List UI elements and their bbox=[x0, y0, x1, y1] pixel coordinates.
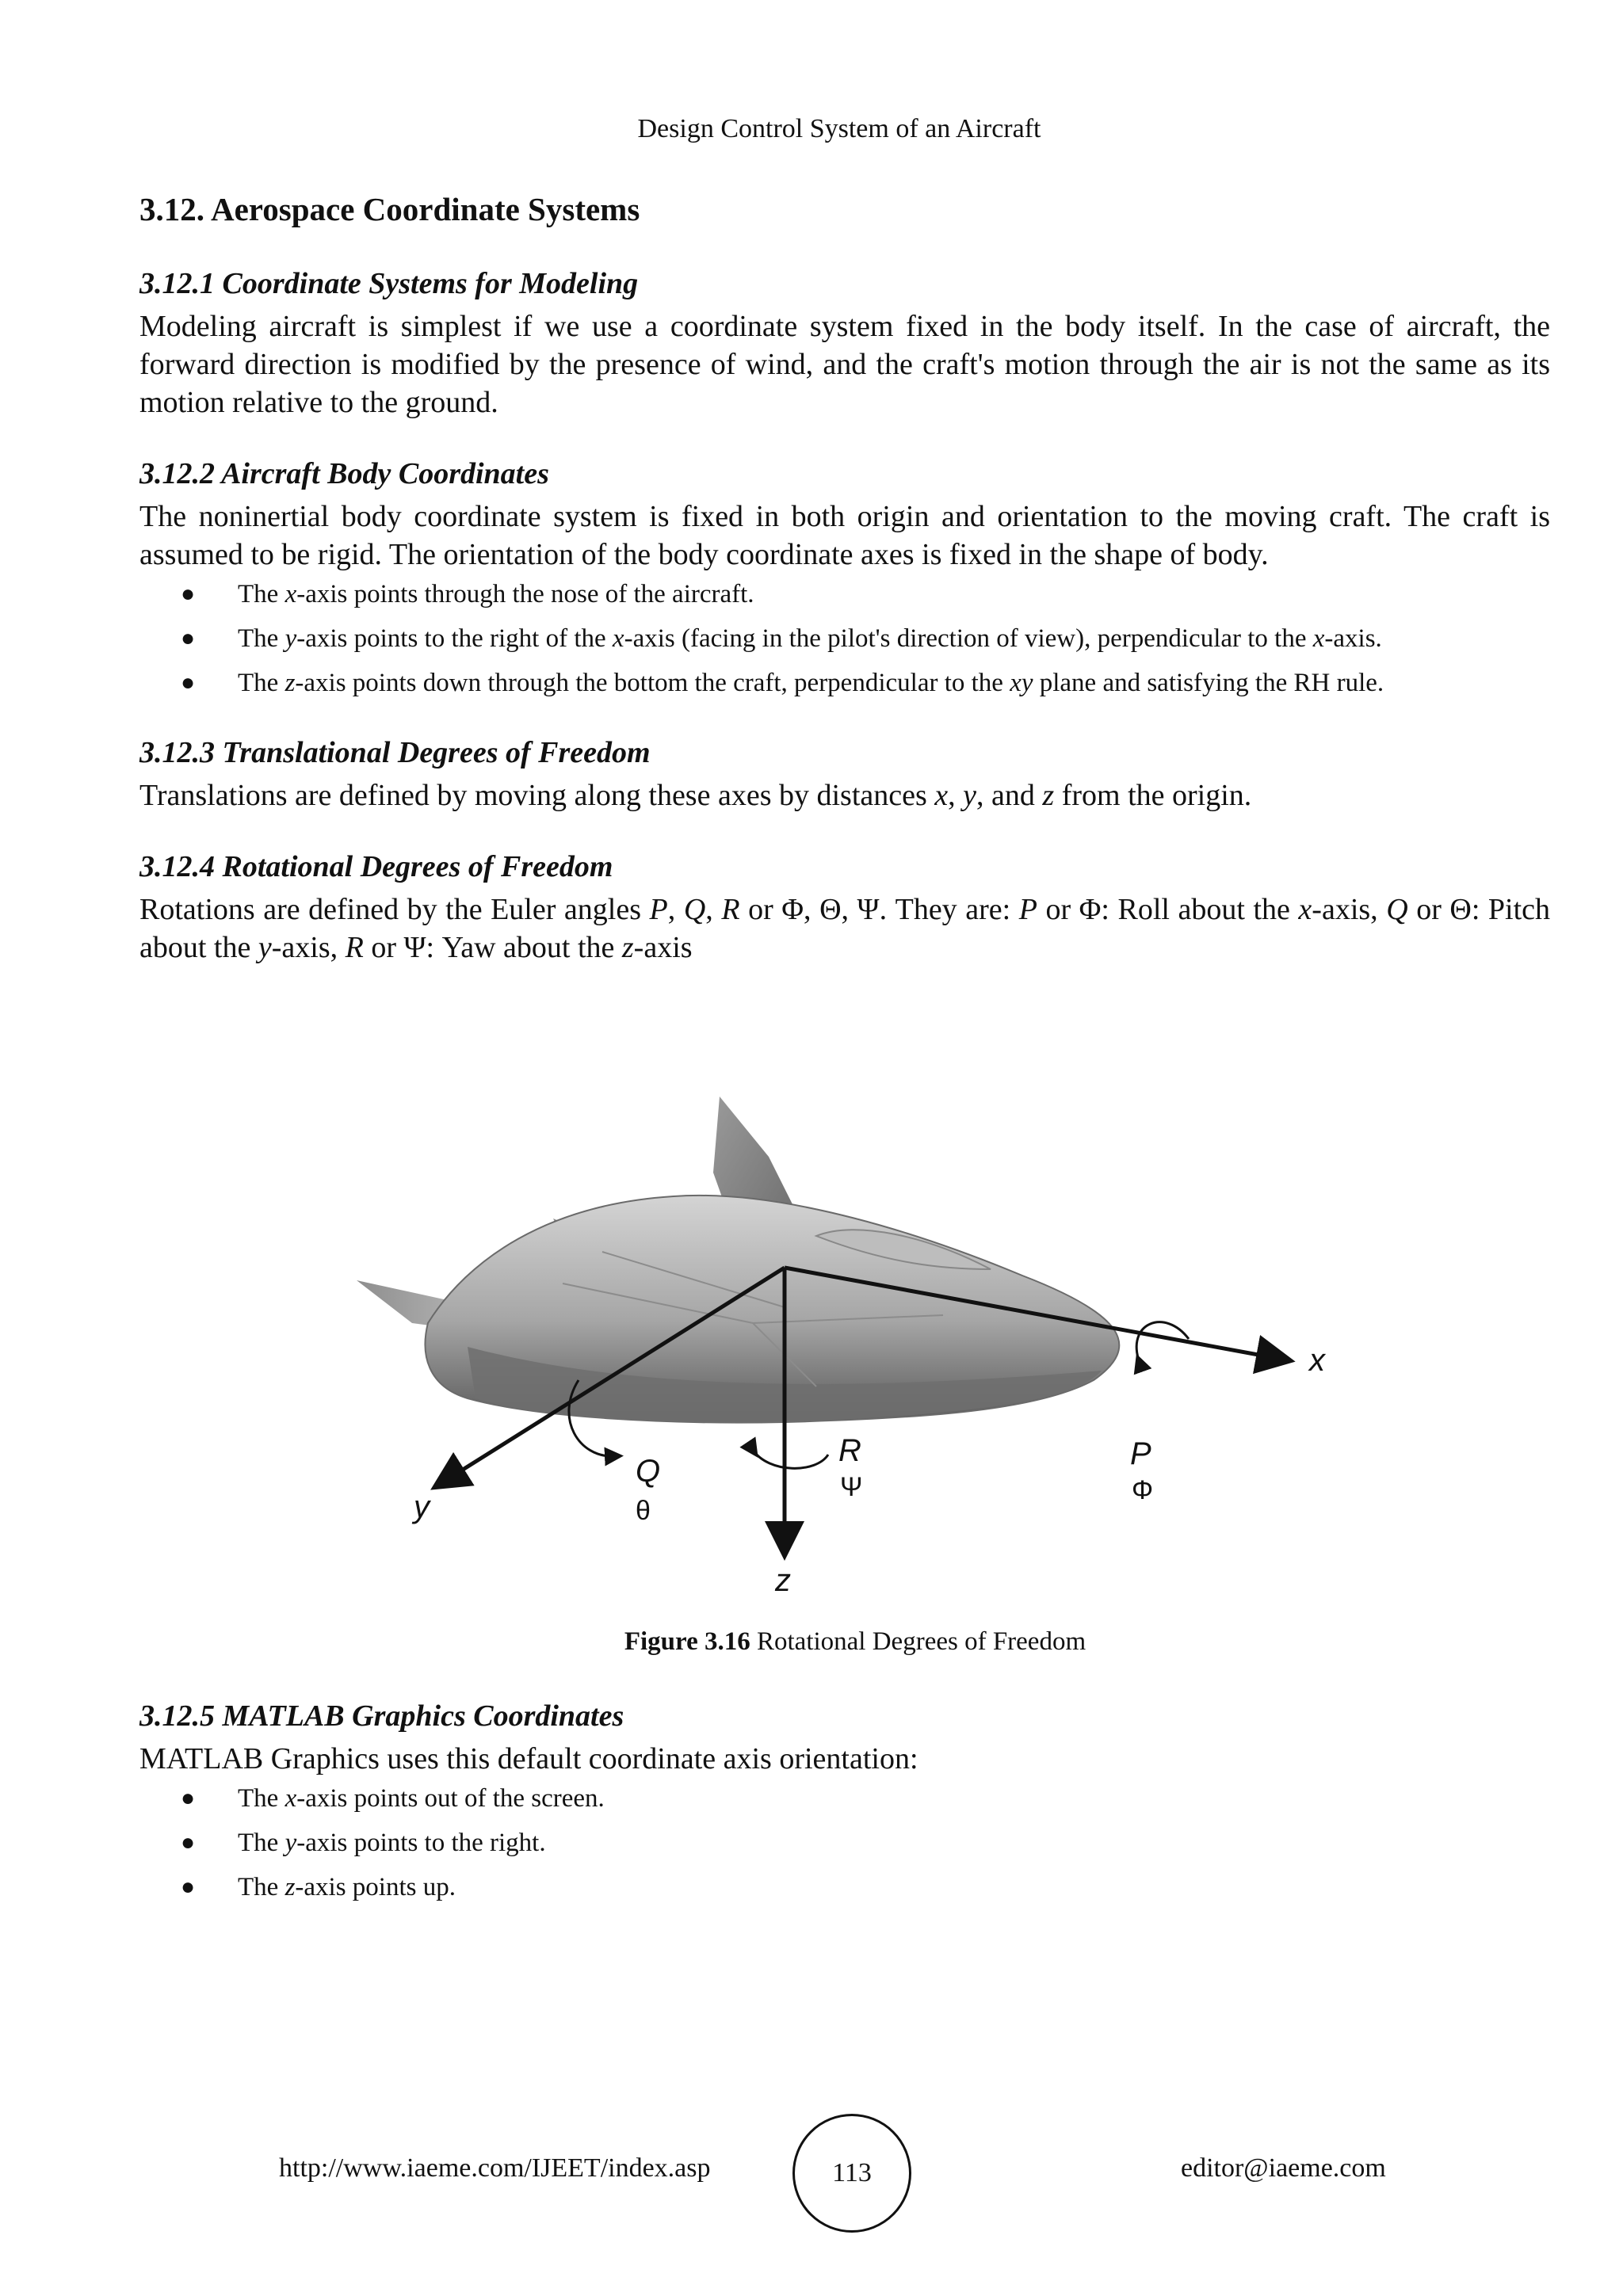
aircraft-figure bbox=[341, 1085, 1395, 1600]
bullet-icon: ● bbox=[181, 669, 196, 696]
bullet-icon: ● bbox=[181, 625, 196, 651]
bullet-icon: ● bbox=[181, 1874, 196, 1900]
list-item: ● The z-axis points up. bbox=[139, 1870, 1550, 1905]
body-axes-list bbox=[139, 577, 1550, 700]
article-body bbox=[139, 190, 1550, 1001]
paragraph-rotational: Rotations are defined by the Euler angles P, Q, R or Φ, Θ, Ψ. They are: P or Φ: Roll about the x-axis, Q or Θ: Pitch about the y-axis, R or Ψ: Yaw about the z-axis bbox=[139, 893, 1551, 964]
matlab-section bbox=[139, 1699, 1550, 1939]
list-item: ● The z-axis points down through the bottom the craft, perpendicular to the xy plane and satisfying the RH rule. bbox=[139, 666, 1550, 700]
q-label: Q bbox=[636, 1454, 661, 1489]
list-item: ● The x-axis points through the nose of the aircraft. bbox=[139, 577, 1550, 612]
figure-caption: Figure 3.16 Rotational Degrees of Freedom bbox=[624, 1627, 1086, 1656]
running-header: Design Control System of an Aircraft bbox=[637, 114, 1041, 143]
yaw-arc bbox=[753, 1450, 828, 1468]
aircraft-diagram bbox=[341, 1085, 1395, 1600]
footer-url-link[interactable]: http://www.iaeme.com/IJEET/index.asp bbox=[279, 2153, 711, 2183]
x-axis-label: x bbox=[1309, 1343, 1325, 1378]
subsection-title-3-12-3: 3.12.3 Translational Degrees of Freedom bbox=[139, 736, 651, 769]
page-footer bbox=[0, 2114, 1623, 2233]
list-item: ● The x-axis points out of the screen. bbox=[139, 1781, 1550, 1816]
r-label: R bbox=[838, 1433, 861, 1468]
bullet-icon: ● bbox=[181, 1785, 196, 1811]
page-number: 113 bbox=[792, 2114, 911, 2233]
section-title: 3.12. Aerospace Coordinate Systems bbox=[139, 191, 640, 227]
subsection-title-3-12-2: 3.12.2 Aircraft Body Coordinates bbox=[139, 457, 549, 490]
footer-email-link[interactable]: editor@iaeme.com bbox=[1181, 2153, 1386, 2183]
list-item: ● The y-axis points to the right. bbox=[139, 1825, 1550, 1860]
list-item: ● The y-axis points to the right of the x-axis (facing in the pilot's direction of view), perpendicular to the x-axis. bbox=[139, 621, 1550, 656]
subsection-title-3-12-4: 3.12.4 Rotational Degrees of Freedom bbox=[139, 850, 613, 883]
p-label: P bbox=[1130, 1436, 1151, 1471]
paragraph-coordinate-systems: Modeling aircraft is simplest if we use a coordinate system fixed in the body itself. In the case of aircraft, the forward direction is modified by the presence of wind, and the craft's motion through the air is not the same as its motion relative to the ground. bbox=[139, 310, 1550, 419]
subsection-title-3-12-1: 3.12.1 Coordinate Systems for Modeling bbox=[139, 267, 639, 300]
matlab-axes-list bbox=[139, 1781, 1550, 1905]
bullet-icon: ● bbox=[181, 1829, 196, 1855]
z-axis-label: z bbox=[775, 1563, 791, 1598]
paragraph-translational: Translations are defined by moving along these axes by distances x, y, and z from the origin. bbox=[139, 779, 1252, 812]
subsection-title-3-12-5: 3.12.5 MATLAB Graphics Coordinates bbox=[139, 1699, 624, 1733]
paragraph-body-coordinates: The noninertial body coordinate system is fixed in both origin and orientation to the moving craft. The craft is assumed to be rigid. The orientation of the body coordinate axes is fixed in the shape of body. bbox=[139, 500, 1550, 571]
phi-label: Φ bbox=[1132, 1475, 1154, 1505]
bullet-icon: ● bbox=[181, 581, 196, 607]
paragraph-matlab: MATLAB Graphics uses this default coordinate axis orientation: bbox=[139, 1742, 918, 1775]
y-axis-label: y bbox=[414, 1489, 430, 1524]
psi-label: Ψ bbox=[840, 1472, 863, 1502]
theta-label: θ bbox=[636, 1496, 651, 1526]
